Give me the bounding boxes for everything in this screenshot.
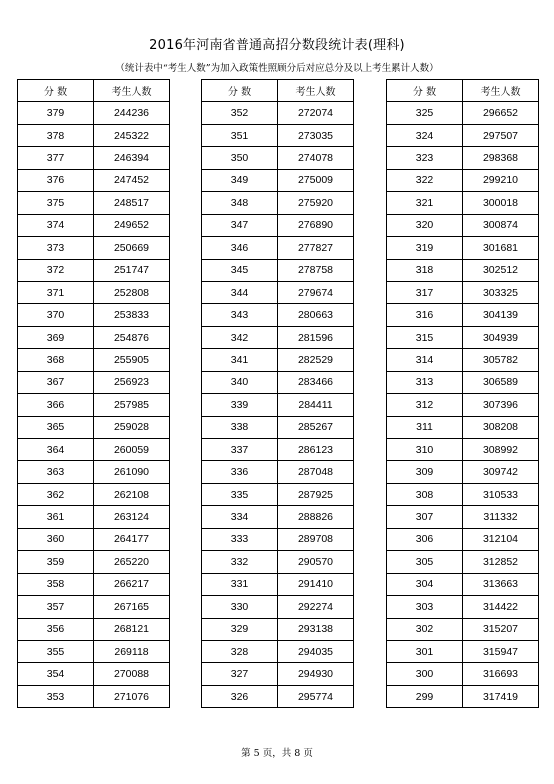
table-row (18, 371, 170, 393)
count-column-header: 考生人数 (94, 80, 170, 102)
table-row (202, 102, 354, 124)
score-cell: 318 (387, 259, 463, 281)
count-cell: 315207 (463, 618, 539, 640)
count-cell: 293138 (278, 618, 354, 640)
table-row (202, 528, 354, 550)
table-row (18, 237, 170, 259)
table-row (18, 214, 170, 236)
count-cell: 280663 (278, 304, 354, 326)
score-table-1 (17, 79, 170, 708)
table-row (18, 528, 170, 550)
score-cell: 376 (18, 169, 94, 191)
count-cell: 244236 (94, 102, 170, 124)
table-row (18, 618, 170, 640)
table-row (387, 439, 539, 461)
score-cell: 299 (387, 685, 463, 707)
count-cell: 304139 (463, 304, 539, 326)
table-row (202, 618, 354, 640)
count-cell: 283466 (278, 371, 354, 393)
score-cell: 347 (202, 214, 278, 236)
count-cell: 290570 (278, 551, 354, 573)
score-cell: 355 (18, 640, 94, 662)
table-row (387, 551, 539, 573)
score-cell: 364 (18, 439, 94, 461)
score-cell: 377 (18, 147, 94, 169)
score-cell: 333 (202, 528, 278, 550)
table-row (387, 596, 539, 618)
count-cell: 262108 (94, 483, 170, 505)
count-cell: 264177 (94, 528, 170, 550)
table-row (202, 214, 354, 236)
score-cell: 316 (387, 304, 463, 326)
count-cell: 292274 (278, 596, 354, 618)
score-column-header: 分 数 (202, 80, 278, 102)
score-cell: 378 (18, 124, 94, 146)
score-cell: 339 (202, 394, 278, 416)
score-cell: 341 (202, 349, 278, 371)
page-title: 2016年河南省普通高招分数段统计表(理科) (149, 38, 405, 53)
table-row (202, 124, 354, 146)
table-row (387, 169, 539, 191)
count-cell: 295774 (278, 685, 354, 707)
table-row (18, 169, 170, 191)
table-row (18, 506, 170, 528)
count-cell: 251747 (94, 259, 170, 281)
count-cell: 265220 (94, 551, 170, 573)
table-row (387, 461, 539, 483)
count-cell: 254876 (94, 326, 170, 348)
count-cell: 288826 (278, 506, 354, 528)
table-row (18, 349, 170, 371)
count-cell: 284411 (278, 394, 354, 416)
table-row (387, 416, 539, 438)
count-cell: 263124 (94, 506, 170, 528)
score-cell: 346 (202, 237, 278, 259)
table-row (387, 281, 539, 303)
score-cell: 354 (18, 663, 94, 685)
table-row (202, 237, 354, 259)
score-column-header: 分 数 (18, 80, 94, 102)
table-row (202, 461, 354, 483)
table-row (202, 304, 354, 326)
score-table-2 (201, 79, 354, 708)
count-cell: 298368 (463, 147, 539, 169)
score-cell: 349 (202, 169, 278, 191)
count-column-header: 考生人数 (463, 80, 539, 102)
score-cell: 338 (202, 416, 278, 438)
table-row (202, 640, 354, 662)
table-row (18, 394, 170, 416)
score-table-3 (386, 79, 539, 708)
table-row (202, 573, 354, 595)
score-cell: 328 (202, 640, 278, 662)
score-cell: 323 (387, 147, 463, 169)
count-cell: 245322 (94, 124, 170, 146)
table-row (387, 528, 539, 550)
score-cell: 312 (387, 394, 463, 416)
table-row (387, 685, 539, 707)
table-header-row (18, 80, 170, 102)
table-row (387, 394, 539, 416)
table-row (387, 349, 539, 371)
table-row (18, 573, 170, 595)
table-row (387, 124, 539, 146)
count-cell: 277827 (278, 237, 354, 259)
table-row (202, 394, 354, 416)
count-cell: 304939 (463, 326, 539, 348)
count-column-header: 考生人数 (278, 80, 354, 102)
table-row (202, 596, 354, 618)
score-cell: 317 (387, 281, 463, 303)
count-cell: 268121 (94, 618, 170, 640)
count-cell: 247452 (94, 169, 170, 191)
table-row (387, 192, 539, 214)
table-header-row (387, 80, 539, 102)
count-cell: 314422 (463, 596, 539, 618)
score-cell: 340 (202, 371, 278, 393)
table-row (18, 483, 170, 505)
table-row (387, 618, 539, 640)
count-cell: 275920 (278, 192, 354, 214)
table-row (202, 192, 354, 214)
count-cell: 276890 (278, 214, 354, 236)
score-cell: 306 (387, 528, 463, 550)
count-cell: 307396 (463, 394, 539, 416)
table-row (202, 169, 354, 191)
score-cell: 361 (18, 506, 94, 528)
score-cell: 321 (387, 192, 463, 214)
count-cell: 260059 (94, 439, 170, 461)
score-cell: 319 (387, 237, 463, 259)
table-row (18, 326, 170, 348)
score-cell: 309 (387, 461, 463, 483)
count-cell: 291410 (278, 573, 354, 595)
table-row (202, 281, 354, 303)
score-cell: 337 (202, 439, 278, 461)
count-cell: 296652 (463, 102, 539, 124)
table-row (202, 551, 354, 573)
count-cell: 294035 (278, 640, 354, 662)
score-cell: 372 (18, 259, 94, 281)
table-row (202, 685, 354, 707)
count-cell: 289708 (278, 528, 354, 550)
table-row (202, 326, 354, 348)
count-cell: 310533 (463, 483, 539, 505)
count-cell: 287048 (278, 461, 354, 483)
score-cell: 336 (202, 461, 278, 483)
count-cell: 255905 (94, 349, 170, 371)
score-cell: 315 (387, 326, 463, 348)
count-cell: 282529 (278, 349, 354, 371)
score-cell: 353 (18, 685, 94, 707)
score-cell: 301 (387, 640, 463, 662)
count-cell: 313663 (463, 573, 539, 595)
count-cell: 312104 (463, 528, 539, 550)
table-row (387, 371, 539, 393)
table-row (18, 461, 170, 483)
page-number: 第 5 页，共 8 页 (241, 748, 313, 759)
score-cell: 350 (202, 147, 278, 169)
score-cell: 368 (18, 349, 94, 371)
count-cell: 317419 (463, 685, 539, 707)
score-column-header: 分 数 (387, 80, 463, 102)
count-cell: 300874 (463, 214, 539, 236)
table-row (202, 371, 354, 393)
table-row (18, 124, 170, 146)
count-cell: 252808 (94, 281, 170, 303)
table-row (18, 551, 170, 573)
score-cell: 357 (18, 596, 94, 618)
score-cell: 303 (387, 596, 463, 618)
score-cell: 335 (202, 483, 278, 505)
count-cell: 271076 (94, 685, 170, 707)
score-cell: 379 (18, 102, 94, 124)
score-cell: 326 (202, 685, 278, 707)
table-row (18, 640, 170, 662)
score-cell: 356 (18, 618, 94, 640)
table-row (18, 192, 170, 214)
score-cell: 300 (387, 663, 463, 685)
score-cell: 359 (18, 551, 94, 573)
count-cell: 279674 (278, 281, 354, 303)
table-row (18, 439, 170, 461)
count-cell: 266217 (94, 573, 170, 595)
count-cell: 287925 (278, 483, 354, 505)
table-row (202, 147, 354, 169)
count-cell: 306589 (463, 371, 539, 393)
score-cell: 373 (18, 237, 94, 259)
table-row (387, 259, 539, 281)
count-cell: 270088 (94, 663, 170, 685)
count-cell: 297507 (463, 124, 539, 146)
table-row (18, 685, 170, 707)
score-cell: 322 (387, 169, 463, 191)
count-cell: 303325 (463, 281, 539, 303)
table-header-row (202, 80, 354, 102)
count-cell: 299210 (463, 169, 539, 191)
count-cell: 274078 (278, 147, 354, 169)
score-cell: 370 (18, 304, 94, 326)
table-row (18, 416, 170, 438)
score-cell: 345 (202, 259, 278, 281)
score-cell: 327 (202, 663, 278, 685)
score-cell: 313 (387, 371, 463, 393)
score-cell: 360 (18, 528, 94, 550)
count-cell: 311332 (463, 506, 539, 528)
table-row (202, 259, 354, 281)
table-row (387, 663, 539, 685)
count-cell: 248517 (94, 192, 170, 214)
table-row (387, 214, 539, 236)
score-cell: 369 (18, 326, 94, 348)
table-row (202, 439, 354, 461)
count-cell: 253833 (94, 304, 170, 326)
score-cell: 330 (202, 596, 278, 618)
score-cell: 365 (18, 416, 94, 438)
table-row (18, 596, 170, 618)
count-cell: 259028 (94, 416, 170, 438)
table-row (202, 506, 354, 528)
score-cell: 308 (387, 483, 463, 505)
count-cell: 269118 (94, 640, 170, 662)
table-row (387, 483, 539, 505)
count-cell: 256923 (94, 371, 170, 393)
count-cell: 300018 (463, 192, 539, 214)
score-cell: 324 (387, 124, 463, 146)
table-row (387, 237, 539, 259)
count-cell: 309742 (463, 461, 539, 483)
table-row (18, 304, 170, 326)
score-cell: 352 (202, 102, 278, 124)
score-cell: 366 (18, 394, 94, 416)
count-cell: 308208 (463, 416, 539, 438)
table-row (387, 326, 539, 348)
table-row (18, 663, 170, 685)
count-cell: 273035 (278, 124, 354, 146)
table-row (202, 483, 354, 505)
count-cell: 267165 (94, 596, 170, 618)
count-cell: 285267 (278, 416, 354, 438)
table-row (18, 102, 170, 124)
table-row (202, 416, 354, 438)
table-row (387, 640, 539, 662)
count-cell: 294930 (278, 663, 354, 685)
count-cell: 249652 (94, 214, 170, 236)
table-row (202, 663, 354, 685)
count-cell: 312852 (463, 551, 539, 573)
score-cell: 331 (202, 573, 278, 595)
score-cell: 342 (202, 326, 278, 348)
table-row (387, 506, 539, 528)
table-row (387, 304, 539, 326)
count-cell: 261090 (94, 461, 170, 483)
score-cell: 320 (387, 214, 463, 236)
score-cell: 351 (202, 124, 278, 146)
count-cell: 278758 (278, 259, 354, 281)
table-row (387, 573, 539, 595)
count-cell: 257985 (94, 394, 170, 416)
table-row (202, 349, 354, 371)
score-cell: 332 (202, 551, 278, 573)
count-cell: 301681 (463, 237, 539, 259)
score-cell: 374 (18, 214, 94, 236)
count-cell: 275009 (278, 169, 354, 191)
score-cell: 305 (387, 551, 463, 573)
score-cell: 329 (202, 618, 278, 640)
count-cell: 305782 (463, 349, 539, 371)
score-cell: 362 (18, 483, 94, 505)
table-row (387, 102, 539, 124)
score-cell: 371 (18, 281, 94, 303)
count-cell: 272074 (278, 102, 354, 124)
score-cell: 307 (387, 506, 463, 528)
score-cell: 343 (202, 304, 278, 326)
table-row (387, 147, 539, 169)
score-cell: 311 (387, 416, 463, 438)
score-cell: 310 (387, 439, 463, 461)
count-cell: 316693 (463, 663, 539, 685)
table-row (18, 259, 170, 281)
count-cell: 308992 (463, 439, 539, 461)
score-cell: 302 (387, 618, 463, 640)
score-cell: 314 (387, 349, 463, 371)
score-cell: 344 (202, 281, 278, 303)
count-cell: 302512 (463, 259, 539, 281)
score-cell: 375 (18, 192, 94, 214)
score-cell: 334 (202, 506, 278, 528)
table-row (18, 281, 170, 303)
score-cell: 304 (387, 573, 463, 595)
table-note: （统计表中“考生人数”为加入政策性照顾分后对应总分及以上考生累计人数） (115, 63, 439, 74)
table-row (18, 147, 170, 169)
count-cell: 315947 (463, 640, 539, 662)
count-cell: 281596 (278, 326, 354, 348)
count-cell: 286123 (278, 439, 354, 461)
score-cell: 348 (202, 192, 278, 214)
count-cell: 246394 (94, 147, 170, 169)
score-cell: 367 (18, 371, 94, 393)
count-cell: 250669 (94, 237, 170, 259)
score-cell: 325 (387, 102, 463, 124)
score-cell: 363 (18, 461, 94, 483)
score-cell: 358 (18, 573, 94, 595)
